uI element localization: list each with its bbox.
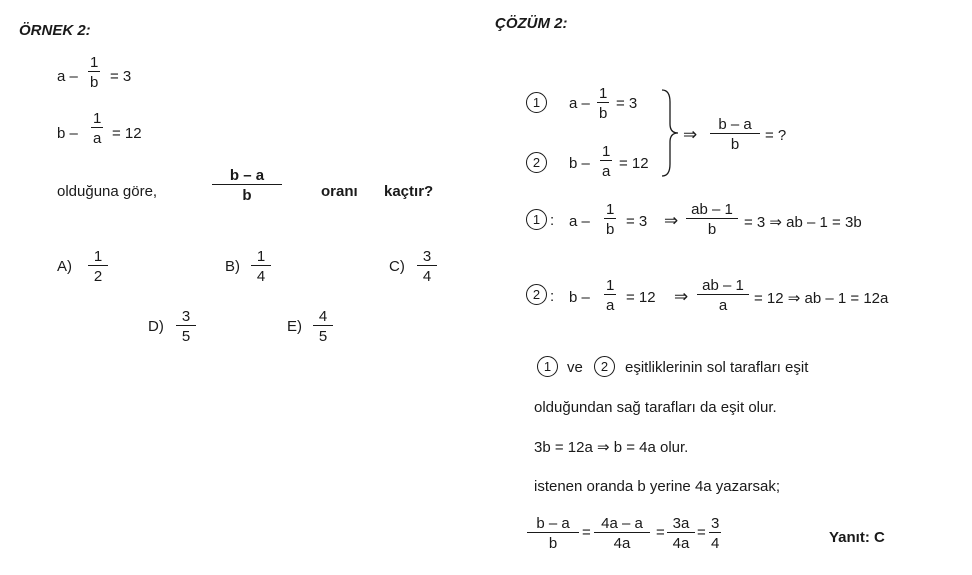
option-b-fraction: [251, 249, 271, 284]
step1-den: b: [606, 221, 615, 238]
step1-den2: b: [707, 221, 717, 238]
final-eq-1: =: [582, 524, 591, 541]
eq1-fraction: [88, 55, 100, 90]
step2-den2: a: [718, 297, 728, 314]
final-eq-3: =: [697, 524, 706, 541]
step2-marker: 2: [526, 284, 547, 305]
note-rest: eşitliklerinin sol tarafları eşit: [625, 359, 809, 376]
final-f3-num: 3a: [672, 515, 690, 532]
step1-arrow: ⇒: [664, 211, 679, 230]
option-c-den: 4: [422, 268, 432, 285]
option-e-fraction: [313, 309, 333, 344]
option-e-den: 5: [318, 328, 328, 345]
option-b-den: 4: [256, 268, 266, 285]
option-e-label: E): [287, 318, 302, 335]
step1-left: a –: [569, 213, 590, 230]
option-b-label: B): [225, 258, 240, 275]
sys2-fraction: [600, 144, 612, 179]
eq1-left: a –: [57, 68, 78, 85]
sys2-num: 1: [602, 143, 611, 160]
eq1-den: b: [90, 74, 99, 91]
option-b-num: 1: [256, 248, 266, 265]
sys1-fraction: [597, 86, 609, 121]
final-fraction-4: [709, 516, 721, 551]
target-right: = ?: [765, 127, 787, 144]
final-fraction-2: [594, 516, 650, 551]
marker-1: 1: [526, 92, 547, 113]
option-c-label: C): [389, 258, 405, 275]
note-marker-2: 2: [594, 356, 615, 377]
final-f4-num: 3: [711, 515, 720, 532]
sys1-num: 1: [599, 85, 608, 102]
option-d-label: D): [148, 318, 164, 335]
step1-fraction-a: [604, 202, 616, 237]
target-den: b: [730, 136, 740, 153]
final-fraction-1: [527, 516, 579, 551]
step1-num2: ab – 1: [691, 201, 733, 218]
final-eq-2: =: [656, 524, 665, 541]
eq1-right: = 3: [110, 68, 132, 85]
step2-arrow: ⇒: [674, 287, 689, 306]
line3: 3b = 12a ⇒ b = 4a olur.: [534, 439, 689, 456]
step1-fraction-b: [686, 202, 738, 237]
right-brace-icon: [660, 88, 680, 178]
step1-mid: = 3: [626, 213, 648, 230]
eq2-den: a: [93, 130, 102, 147]
step1-num: 1: [606, 201, 615, 218]
final-f1-num: b – a: [536, 515, 570, 532]
example-heading: ÖRNEK 2:: [19, 22, 91, 39]
note-marker-1: 1: [537, 356, 558, 377]
final-f1-den: b: [548, 535, 558, 552]
eq2-left: b –: [57, 125, 78, 142]
target-fraction: [710, 117, 760, 152]
question-word-orani: oranı: [321, 183, 358, 200]
step2-den: a: [606, 297, 615, 314]
answer-label: Yanıt: C: [829, 529, 885, 546]
solution-heading: ÇÖZÜM 2:: [495, 15, 568, 32]
step2-mid: = 12: [626, 289, 656, 306]
sys2-den: a: [602, 163, 611, 180]
eq2-num: 1: [93, 110, 102, 127]
option-e-num: 4: [318, 308, 328, 325]
eq1-num: 1: [90, 54, 99, 71]
question-fraction: [212, 168, 282, 203]
option-a-num: 1: [93, 248, 103, 265]
step2-left: b –: [569, 289, 590, 306]
question-word-kactir: kaçtır?: [384, 183, 434, 200]
step2-num: 1: [606, 277, 615, 294]
note-ve: ve: [567, 359, 583, 376]
sys1-right: = 3: [616, 95, 638, 112]
final-fraction-3: [667, 516, 695, 551]
step2-colon: :: [550, 288, 555, 305]
step2-num2: ab – 1: [702, 277, 744, 294]
sys1-left: a –: [569, 95, 590, 112]
option-c-num: 3: [422, 248, 432, 265]
option-a-fraction: [88, 249, 108, 284]
question-den: b: [242, 187, 252, 204]
option-a-label: A): [57, 258, 72, 275]
marker-2: 2: [526, 152, 547, 173]
step1-colon: :: [550, 212, 555, 229]
eq2-right: = 12: [112, 125, 142, 142]
note-line2: olduğundan sağ tarafları da eşit olur.: [534, 399, 777, 416]
step2-fraction-b: [697, 278, 749, 313]
step1-right: = 3 ⇒ ab – 1 = 3b: [744, 214, 862, 231]
option-d-den: 5: [181, 328, 191, 345]
implies-arrow: ⇒: [683, 125, 698, 144]
option-a-den: 2: [93, 268, 103, 285]
sys2-left: b –: [569, 155, 590, 172]
sys2-right: = 12: [619, 155, 649, 172]
option-d-fraction: [176, 309, 196, 344]
question-num: b – a: [229, 167, 265, 184]
final-f3-den: 4a: [672, 535, 690, 552]
eq2-fraction: [91, 111, 103, 146]
line4: istenen oranda b yerine 4a yazarsak;: [534, 478, 780, 495]
step1-marker: 1: [526, 209, 547, 230]
step2-right: = 12 ⇒ ab – 1 = 12a: [754, 290, 889, 307]
sys1-den: b: [599, 105, 608, 122]
final-f2-num: 4a – a: [601, 515, 643, 532]
option-d-num: 3: [181, 308, 191, 325]
target-num: b – a: [718, 116, 752, 133]
question-prefix: olduğuna göre,: [57, 183, 158, 200]
option-c-fraction: [417, 249, 437, 284]
final-f4-den: 4: [711, 535, 720, 552]
final-f2-den: 4a: [613, 535, 631, 552]
step2-fraction-a: [604, 278, 616, 313]
